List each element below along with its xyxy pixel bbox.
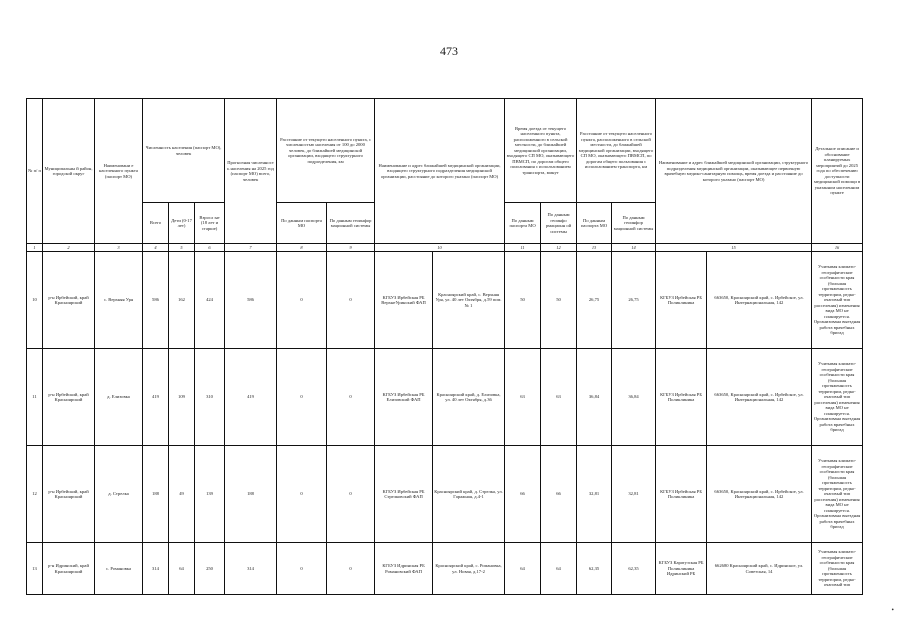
cell-district: р-н Ирбейский, край Красноярский — [43, 349, 95, 446]
cell-settlement: с. Романовка — [95, 543, 143, 595]
cell-km-gis: 36,84 — [612, 349, 656, 446]
cell-pvmsp-address: 662680 Красноярский край, с. Идринское, ул. Советская, 14 — [707, 543, 812, 595]
cell-num: 12 — [27, 446, 43, 543]
cell-pvmsp-name: КГБУЗ Ирбейская РБ Поликлиника — [656, 252, 707, 349]
cell-district: р-н Ирбейский, край Красноярский — [43, 252, 95, 349]
column-number: 1 — [27, 244, 43, 252]
cell-total: 188 — [143, 446, 169, 543]
col-header-distance-group: Расстояние от текущего населенного пункта, с численностью населения от 100 до 2000 человек, до ближайшей медицинской организации, входящего структурного подразделения, км — [277, 99, 375, 203]
column-number: 3 — [95, 244, 143, 252]
col-header-district: Муниципальны й район, городской округ — [43, 99, 95, 244]
cell-nearest-name: КГБУЗ Ирбейская РБ Стрелковский ФАП — [375, 446, 433, 543]
column-number: 11 — [505, 244, 541, 252]
cell-pvmsp-address: 663650, Красноярский край, с. Ирбейское, ул. Интернациональная, 142 — [707, 349, 812, 446]
column-number: 15 — [656, 244, 812, 252]
cell-time-gis: 63 — [541, 349, 577, 446]
cell-time-gis: 66 — [541, 446, 577, 543]
cell-pvmsp-name: КГБУЗ Ирбейская РБ Поликлиника — [656, 349, 707, 446]
col-header-num: № п/ п — [27, 99, 43, 244]
cell-km-gis: 32,81 — [612, 446, 656, 543]
col-header-pvmsp: Наименование и адрес ближайшей медицинской организации, структурного подразделения медицинской организации, оказывающее первичную врачебную медико-санитарную помощь, время доезда и расстояние до которого указано (паспорт МО) — [656, 99, 812, 244]
cell-time-mo: 63 — [505, 349, 541, 446]
cell-adults: 424 — [195, 252, 225, 349]
cell-forecast: 188 — [225, 446, 277, 543]
column-number: 5 — [169, 244, 195, 252]
cell-forecast: 586 — [225, 252, 277, 349]
cell-time-gis: 50 — [541, 252, 577, 349]
cell-km-gis: 26,75 — [612, 252, 656, 349]
cell-dist-mo: 0 — [277, 252, 327, 349]
cell-adults: 250 — [195, 543, 225, 595]
col-header-children: Дети (0-17 лет) — [169, 203, 195, 244]
cell-dist-mo: 0 — [277, 446, 327, 543]
column-number: 7 — [225, 244, 277, 252]
scan-mark: • — [891, 606, 894, 614]
col-header-nearest-mo: Наименование и адрес ближайшей медицинской организации, входящего структурного подразделения медицинской организации, расстояние до которого указано (паспорт МО) — [375, 99, 505, 244]
cell-num: 11 — [27, 349, 43, 446]
column-number: 9 — [327, 244, 375, 252]
cell-num: 10 — [27, 252, 43, 349]
cell-km-gis: 62,35 — [612, 543, 656, 595]
cell-pvmsp-address: 663650, Красноярский край, с. Ирбейское, ул. Интернациональная, 142 — [707, 252, 812, 349]
col-header-total: Всего — [143, 203, 169, 244]
cell-measures: Учитывая климато-географические особенности края (большая протяженность территории, редко-очаговый тип расселения) изменения вида МО не планируется. Организована выездная работа врачебных бригад — [812, 252, 863, 349]
col-header-forecast: Прогнозная численност ь населения на 2025 год (паспорт МО) всего, человек — [225, 99, 277, 244]
col-header-km-gis: По данным геоинфор мационной системы — [612, 203, 656, 244]
cell-nearest-address: Красноярский край, д. Елизовка, ул. 40 лет Октября, д.36 — [433, 349, 505, 446]
cell-children: 64 — [169, 543, 195, 595]
cell-pvmsp-name: КГБУЗ Ирбейская РБ Поликлиника — [656, 446, 707, 543]
cell-measures: Учитывая климато-географические особенности края (большая протяженность территории, редко-очаговый тип расселения) изменения вида МО не планируется. Организована выездная работа врачебных бригад — [812, 349, 863, 446]
column-number: 2 — [43, 244, 95, 252]
cell-settlement: д. Стрелка — [95, 446, 143, 543]
cell-district: р-н Идринский, край Красноярский — [43, 543, 95, 595]
cell-total: 419 — [143, 349, 169, 446]
col-header-dist-gis: По данным геоинфор мационной системы — [327, 203, 375, 244]
cell-nearest-name: КГБУЗ Ирбейская РБ ВерхнеУринский ФАП — [375, 252, 433, 349]
cell-dist-gis: 0 — [327, 543, 375, 595]
cell-forecast: 314 — [225, 543, 277, 595]
col-header-dist-mo: По данным паспорта МО — [277, 203, 327, 244]
column-number: 8 — [277, 244, 327, 252]
col-header-settlement: Наименовани е населенного пункта (паспорт МО) — [95, 99, 143, 244]
col-header-time-gis: По данным геоинфо рмационн ой системы — [541, 203, 577, 244]
cell-total: 314 — [143, 543, 169, 595]
cell-time-mo: 66 — [505, 446, 541, 543]
col-header-km-group: Расстояние от текущего населенного пункта, расположенного в сельской местности, до ближайшей медицинской организации, входящего СП МО, оказывающего ПВМСП, по дорогам общего пользования с использованием транспорта, км — [577, 99, 656, 203]
column-number: 13 — [577, 244, 612, 252]
settlements-table — [26, 98, 863, 595]
cell-measures: Учитывая климато-географические особенности края (большая протяженность территории, редко-очаговый тип расселения) изменения вида МО не планируется. Организована выездная работа врачебных бригад — [812, 446, 863, 543]
cell-dist-mo: 0 — [277, 349, 327, 446]
column-number: 14 — [612, 244, 656, 252]
cell-nearest-address: Красноярский край, с. Верхняя Уря, ул. 40 лет Октября, д.59 пом.№ 1 — [433, 252, 505, 349]
column-number: 10 — [375, 244, 505, 252]
cell-pvmsp-address: 663650, Красноярский край, с. Ирбейское, ул. Интернациональная, 142 — [707, 446, 812, 543]
column-number: 4 — [143, 244, 169, 252]
cell-dist-gis: 0 — [327, 252, 375, 349]
cell-km-mo: 62,35 — [577, 543, 612, 595]
page-number: 473 — [440, 44, 458, 58]
col-header-population-group: Численность населения (паспорт МО), человек — [143, 99, 225, 203]
column-numbers-row — [27, 244, 863, 252]
cell-forecast: 419 — [225, 349, 277, 446]
column-number: 12 — [541, 244, 577, 252]
cell-dist-gis: 0 — [327, 349, 375, 446]
cell-km-mo: 36,84 — [577, 349, 612, 446]
cell-adults: 139 — [195, 446, 225, 543]
col-header-adults: Взросл ые (18 лет и старше) — [195, 203, 225, 244]
cell-settlement: д. Елизовка — [95, 349, 143, 446]
cell-nearest-address: Красноярский край, д. Стрелка, ул. Гаражная, д.4-1 — [433, 446, 505, 543]
cell-children: 49 — [169, 446, 195, 543]
col-header-km-mo: По данным паспорта МО — [577, 203, 612, 244]
cell-time-mo: 50 — [505, 252, 541, 349]
cell-nearest-name: КГБУЗ Ирбейская РБ Елизовский ФАП — [375, 349, 433, 446]
cell-measures: Учитывая климато-географические особенности края (большая протяженность территории, редко-очаговый тип — [812, 543, 863, 595]
col-header-measures: Детальное описание и обоснование планируемых мероприятий до 2025 года по обеспечению доступности медицинской помощи в указанном населенном пункте — [812, 99, 863, 244]
cell-time-mo: 64 — [505, 543, 541, 595]
cell-nearest-address: Красноярский край, с. Романовка, ул. Новая, д.17-2 — [433, 543, 505, 595]
cell-children: 162 — [169, 252, 195, 349]
cell-time-gis: 64 — [541, 543, 577, 595]
table-row — [27, 349, 863, 446]
cell-dist-mo: 0 — [277, 543, 327, 595]
cell-settlement: с. Верхняя Уря — [95, 252, 143, 349]
cell-children: 109 — [169, 349, 195, 446]
cell-total: 586 — [143, 252, 169, 349]
cell-pvmsp-name: КГБУЗ Каратузская РБ Поликлиника Идринский РБ — [656, 543, 707, 595]
column-number: 6 — [195, 244, 225, 252]
table-row — [27, 446, 863, 543]
column-number: 16 — [812, 244, 863, 252]
table-row — [27, 543, 863, 595]
cell-dist-gis: 0 — [327, 446, 375, 543]
cell-num: 13 — [27, 543, 43, 595]
cell-km-mo: 26,75 — [577, 252, 612, 349]
header-row-1 — [27, 99, 863, 203]
table-row — [27, 252, 863, 349]
cell-adults: 310 — [195, 349, 225, 446]
cell-district: р-н Ирбейский, край Красноярский — [43, 446, 95, 543]
cell-nearest-name: КГБУЗ Идринская РБ Романовский ФАП — [375, 543, 433, 595]
col-header-time-mo: По данным паспорта МО — [505, 203, 541, 244]
cell-km-mo: 32,81 — [577, 446, 612, 543]
col-header-time-group: Время доезда от текущего населенного пункта, расположенного в сельской местности, до ближайшей медицинской организации, входящего СП МО, оказывающего ПВМСП, по дорогам общего пользования с использованием транспорта, минут — [505, 99, 577, 203]
